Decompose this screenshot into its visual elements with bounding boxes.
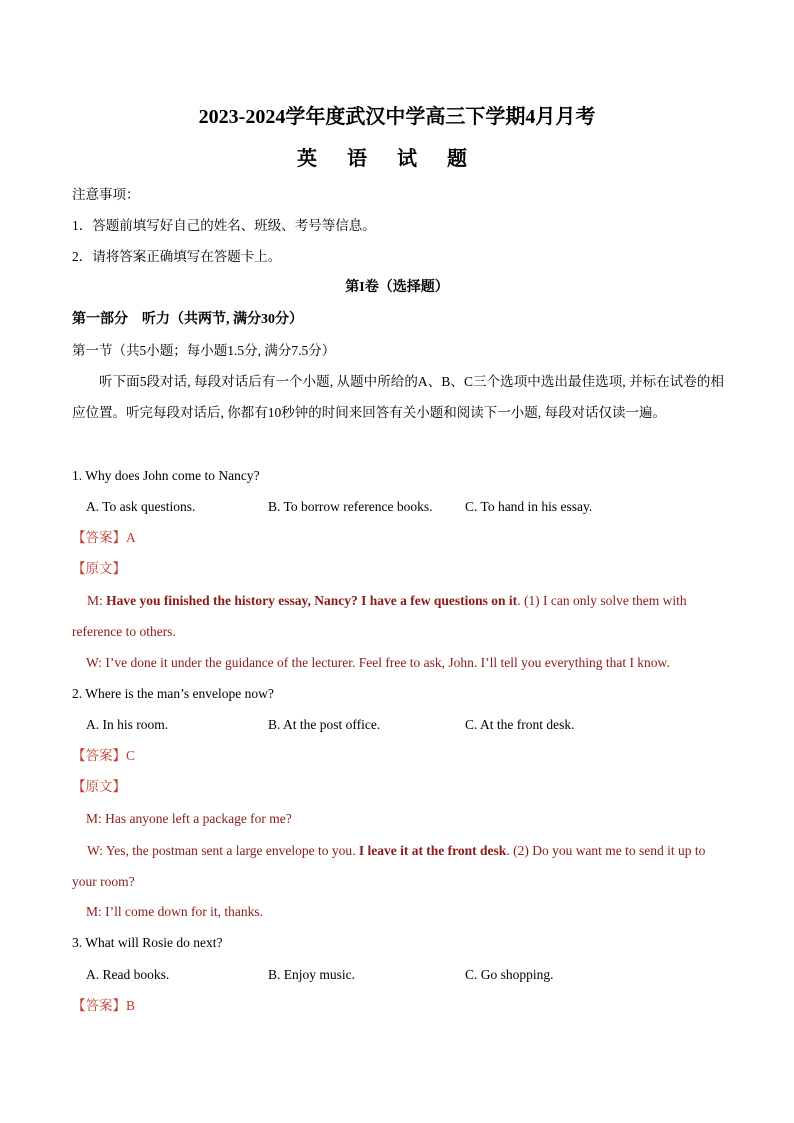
script-text: . (2) Do you want me to send it up to your room? <box>72 843 706 889</box>
answer-tag: 【答案】 <box>72 748 126 763</box>
page-subtitle: 英语试题 <box>297 148 497 170</box>
answer-tag: 【答案】 <box>72 530 126 545</box>
notice-item-2: 2．请将答案正确填写在答题卡上。 <box>72 249 282 264</box>
original-tag: 【原文】 <box>72 779 126 794</box>
question-2-script-line-1: M: Has anyone left a package for me? <box>86 811 292 826</box>
answer-value: A <box>126 530 136 545</box>
volume-title: 第I卷（选择题） <box>345 280 449 295</box>
question-2-script-line-3: M: I’ll come down for it, thanks. <box>86 904 263 919</box>
question-2-option-b: B. At the post office. <box>268 717 381 732</box>
question-1-option-a: A. To ask questions. <box>86 499 196 514</box>
key-sentence: I leave it at the front desk <box>358 843 507 858</box>
question-1-stem: 1. Why does John come to Nancy? <box>72 468 260 483</box>
question-1-original-tag <box>72 560 126 578</box>
question-2-original-tag <box>72 778 126 796</box>
part-heading: 第一部分 听力（共两节, 满分30分） <box>72 312 303 327</box>
question-2-script-line-2 <box>72 835 724 897</box>
answer-value: B <box>126 998 136 1013</box>
question-1-script-line-1 <box>72 585 724 647</box>
question-2-option-a: A. In his room. <box>86 717 169 732</box>
script-text: W: Yes, the postman sent a large envelope to you. <box>87 843 359 858</box>
question-1-option-c: C. To hand in his essay. <box>465 499 593 514</box>
script-text: . (1) I can only solve them with reference to others. <box>72 593 687 639</box>
original-tag: 【原文】 <box>72 561 126 576</box>
question-3-option-c: C. Go shopping. <box>465 967 554 982</box>
speaker: M: <box>87 593 107 608</box>
question-3-option-b: B. Enjoy music. <box>268 967 355 982</box>
question-2-stem: 2. Where is the man’s envelope now? <box>72 686 274 701</box>
section-heading: 第一节（共5小题；每小题1.5分, 满分7.5分） <box>72 343 336 358</box>
key-sentence: Have you finished the history essay, Nancy? I have a few questions on it <box>106 593 518 608</box>
question-3-option-a: A. Read books. <box>86 967 170 982</box>
question-1-answer <box>72 529 136 547</box>
notice-heading: 注意事项： <box>72 187 140 202</box>
question-3-stem: 3. What will Rosie do next? <box>72 935 223 950</box>
instructions-paragraph: 听下面5段对话, 每段对话后有一个小题, 从题中所给的A、B、C三个选项中选出最佳选项, 并标在试卷的相应位置。听完每段对话后, 你都有10秒钟的时间来回答有关小题和阅读下一小题, 每段对话仅读一遍。 <box>72 374 724 420</box>
question-1-script-line-2: W: I’ve done it under the guidance of the lecturer. Feel free to ask, John. I’ll tell you everything that I know. <box>86 655 670 670</box>
notice-item-1: 1．答题前填写好自己的姓名、班级、考号等信息。 <box>72 218 376 233</box>
question-2-option-c: C. At the front desk. <box>465 717 575 732</box>
question-1-option-b: B. To borrow reference books. <box>268 499 433 514</box>
page-title: 2023-2024学年度武汉中学高三下学期4月月考 <box>198 106 596 128</box>
answer-tag: 【答案】 <box>72 998 126 1013</box>
answer-value: C <box>126 748 136 763</box>
question-3-answer <box>72 997 135 1015</box>
question-2-answer <box>72 747 135 765</box>
